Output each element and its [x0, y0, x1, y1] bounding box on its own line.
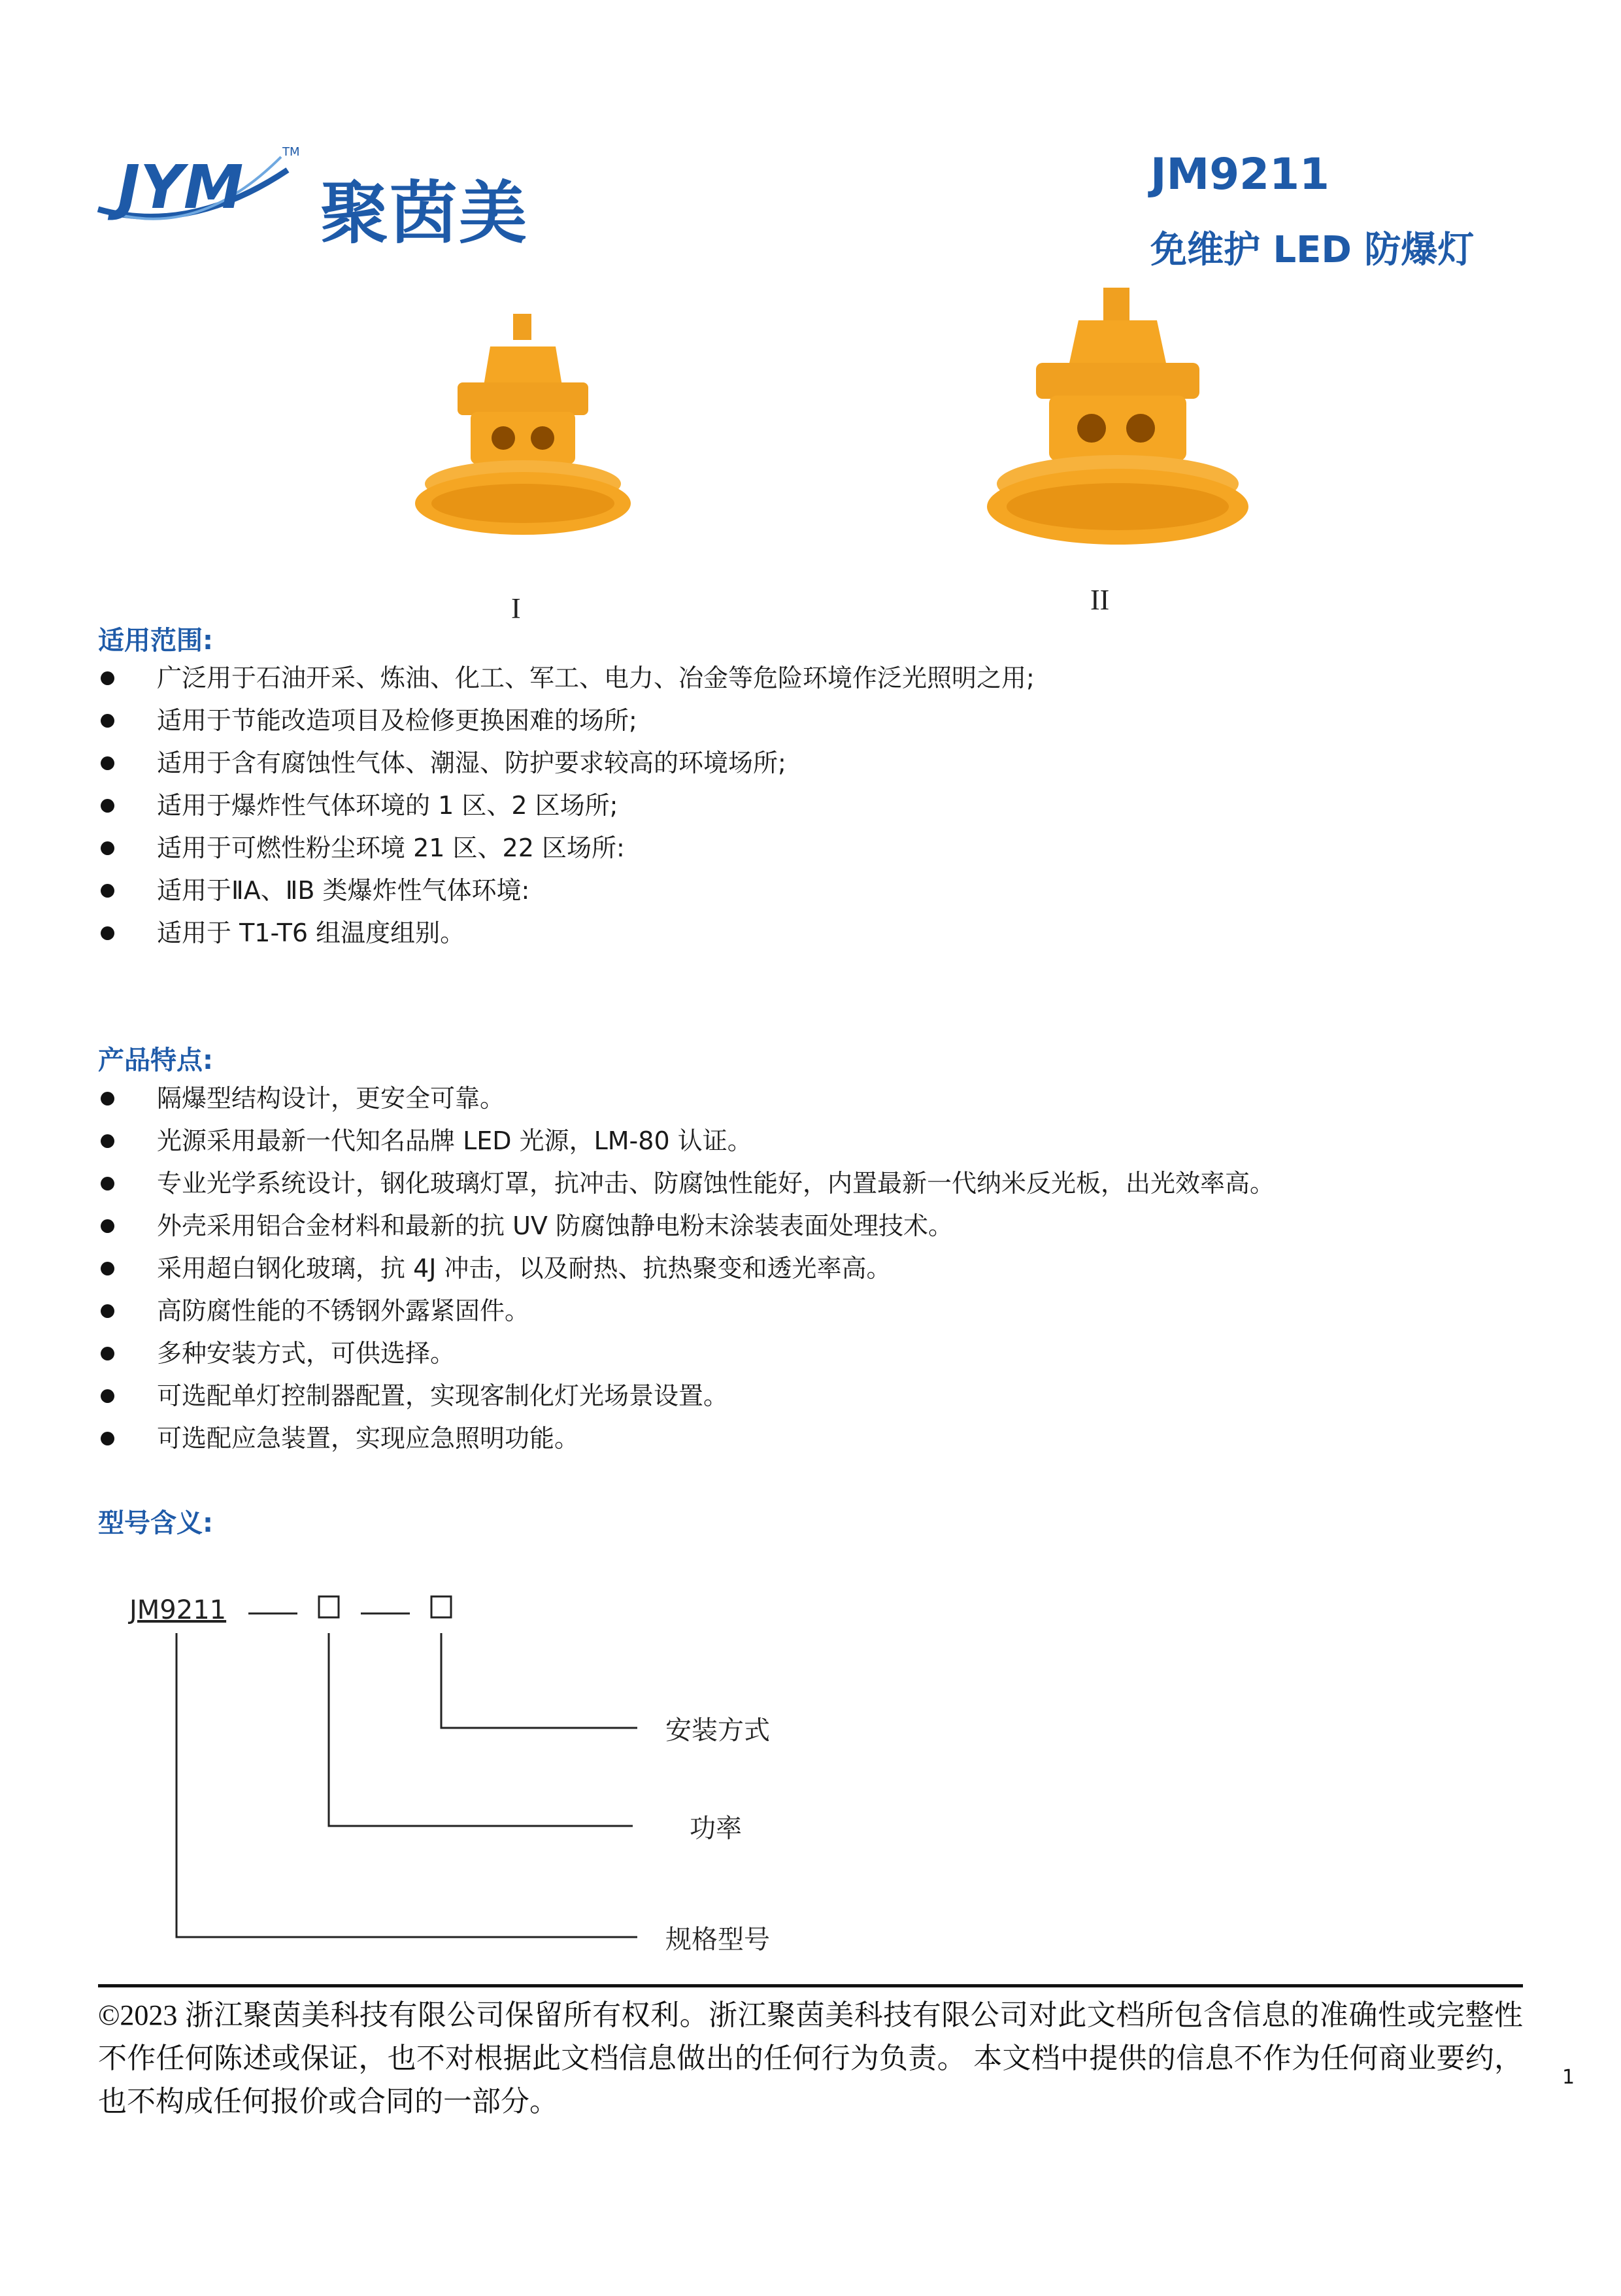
page-number: 1 [1562, 2066, 1575, 2089]
list-item: 可选配应急装置，实现应急照明功能。 [98, 1417, 1275, 1460]
list-item: 高防腐性能的不锈钢外露紧固件。 [98, 1290, 1275, 1332]
model-number: JM9211 [1150, 149, 1329, 199]
install-box [431, 1596, 451, 1617]
list-item: 广泛用于石油开采、炼油、化工、军工、电力、冶金等危险环境作泛光照明之用; [98, 657, 1035, 700]
list-item: 适用于节能改造项目及检修更换困难的场所; [98, 700, 1035, 742]
scope-list [98, 657, 1035, 954]
section-title-model-meaning: 型号含义: [98, 1508, 213, 1538]
list-item: 适用于可燃性粉尘环境 21 区、22 区场所: [98, 827, 1035, 869]
label-power: 功率 [690, 1814, 742, 1844]
brand-name: 聚茵美 [320, 173, 529, 253]
power-box [319, 1596, 339, 1617]
spec-leader [176, 1633, 637, 1937]
footer-disclaimer: ©2023 浙江聚茵美科技有限公司保留所有权利。浙江聚茵美科技有限公司对此文档所包含信息的准确性或完整性不作任何陈述或保证，也不对根据此文档信息做出的任何行为负责。 本文档中提供的信息不作为任何商业要约，也不构成任何报价或合同的一部分。 [98, 1999, 1523, 2118]
list-item: 外壳采用铝合金材料和最新的抗 UV 防腐蚀静电粉末涂装表面处理技术。 [98, 1205, 1275, 1247]
list-item: 采用超白钢化玻璃，抗 4J 冲击，以及耐热、抗热聚变和透光率高。 [98, 1247, 1275, 1290]
footer-divider [98, 1984, 1523, 1987]
model-code: JM9211 [129, 1595, 227, 1625]
jym-logo-icon [92, 137, 294, 235]
explosion-proof-lamp-image [405, 307, 641, 549]
list-item: 适用于爆炸性气体环境的 1 区、2 区场所; [98, 785, 1035, 827]
install-leader [441, 1633, 637, 1728]
label-spec-model: 规格型号 [665, 1925, 770, 1955]
list-item: 多种安装方式，可供选择。 [98, 1332, 1275, 1375]
product-image-2 [974, 281, 1262, 556]
label-install-method: 安装方式 [665, 1715, 770, 1746]
list-item: 适用于 T1-T6 组温度组别。 [98, 912, 1035, 954]
list-item: 可选配单灯控制器配置，实现客制化灯光场景设置。 [98, 1375, 1275, 1417]
trademark-mark: TM [282, 145, 300, 159]
explosion-proof-lamp-image [974, 281, 1262, 556]
power-leader [329, 1633, 633, 1826]
features-list [98, 1077, 1275, 1460]
list-item: 隔爆型结构设计，更安全可靠。 [98, 1077, 1275, 1120]
product-name: 免维护 LED 防爆灯 [1150, 229, 1475, 271]
figure-caption-2: II [1090, 584, 1110, 616]
figure-caption-1: I [511, 592, 521, 624]
list-item: 适用于含有腐蚀性气体、潮湿、防护要求较高的环境场所; [98, 742, 1035, 785]
brand-logo [92, 137, 294, 235]
section-title-features: 产品特点: [98, 1045, 213, 1075]
list-item: 专业光学系统设计，钢化玻璃灯罩，抗冲击、防腐蚀性能好，内置最新一代纳米反光板，出光效率高。 [98, 1162, 1275, 1205]
product-image-1 [405, 307, 641, 549]
section-title-scope: 适用范围: [98, 626, 213, 656]
list-item: 光源采用最新一代知名品牌 LED 光源，LM-80 认证。 [98, 1120, 1275, 1162]
list-item: 适用于ⅡA、ⅡB 类爆炸性气体环境: [98, 869, 1035, 912]
svg-text:JYM: JYM [118, 152, 244, 222]
